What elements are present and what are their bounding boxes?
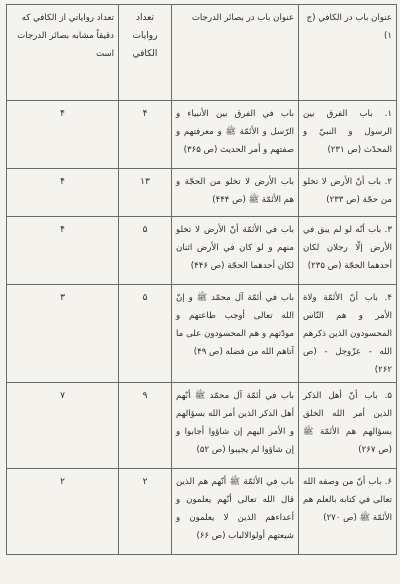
basair-chapter-cell: باب في الأئمّة أنّ الأرض لا تخلو منهم و لو كان في الأرض اثنان لكان أحدهما الحجّة (ص ۴۴۶) <box>172 217 299 285</box>
similar-count-cell: ۴ <box>7 169 119 217</box>
kafi-count-cell: ۴ <box>119 101 172 169</box>
kafi-chapter-cell: ۴. باب أنّ الأئمّة ولاة الأمر و هم النّاس المحسودون الذين ذكرهم الله - عزّوجل - (ص ۲۶۲) <box>299 285 397 383</box>
similar-count-cell: ۳ <box>7 285 119 383</box>
header-kafi-chapter: عنوان باب در الكافي (ج ۱) <box>299 5 397 101</box>
kafi-count-cell: ۱۳ <box>119 169 172 217</box>
basair-chapter-cell: باب في أئمّة آل محمّد ﷺ أنّهم أهل الذكر الذين أمر الله بسؤالهم و الأمر اليهم إن شاؤوا أجابوا و إن شاؤوا لم يجيبوا (ص ۵۲) <box>172 383 299 469</box>
table-row <box>7 217 397 285</box>
kafi-chapter-cell: ۶. باب أنّ من وصفه الله تعالى في كتابه بالعلم هم الأئمّة ﷺ (ص ۲۷۰) <box>299 469 397 555</box>
table-row <box>7 469 397 555</box>
table-row <box>7 383 397 469</box>
table-row <box>7 169 397 217</box>
header-similar-count: تعداد رواياتي از الكافي كه دقيقاً مشابه بصائر الدرجات است <box>7 5 119 101</box>
header-row <box>7 5 397 101</box>
header-kafi-count: تعداد روايات الكافي <box>119 5 172 101</box>
basair-chapter-cell: باب في الأئمّة ﷺ أنّهم هم الذين قال الله تعالى أنّهم يعلمون و أعداءهم الذين لا يعلمون و شيعتهم أولوالالباب (ص ۶۶) <box>172 469 299 555</box>
basair-chapter-cell: باب في الفرق بين الأنبياء و الرّسل و الأئمّة ﷺ و معرفتهم و صفتهم و أمر الحديث (ص ۳۶۵) <box>172 101 299 169</box>
basair-chapter-cell: باب في أئمّة آل محمّد ﷺ و إنّ الله تعالى أوجب طاعتهم و مودّتهم و هم المحسودون على ما آتاهم الله من فضله (ص ۴۹) <box>172 285 299 383</box>
kafi-chapter-cell: ۳. باب أنّه لو لم يبق في الأرض إلّا رجلان لكان أحدهما الحجّة (ص ۲۳۵) <box>299 217 397 285</box>
kafi-count-cell: ۵ <box>119 285 172 383</box>
table-row <box>7 101 397 169</box>
kafi-chapter-cell: ۲. باب أنّ الأرض لا تخلو من حجّة (ص ۲۳۳) <box>299 169 397 217</box>
similar-count-cell: ۴ <box>7 217 119 285</box>
kafi-chapter-cell: ۱. باب الفرق بين الرسول و النبيّ و المحدّث (ص ۲۳۱) <box>299 101 397 169</box>
header-basair-chapter: عنوان باب در بصائر الدرجات <box>172 5 299 101</box>
comparison-table <box>6 4 397 555</box>
similar-count-cell: ۷ <box>7 383 119 469</box>
kafi-chapter-cell: ۵. باب أنّ أهل الذكر الذين أمر الله الخلق بسؤالهم هم الأئمّة ﷺ (ص ۲۶۷) <box>299 383 397 469</box>
similar-count-cell: ۴ <box>7 101 119 169</box>
kafi-count-cell: ۹ <box>119 383 172 469</box>
table-row <box>7 285 397 383</box>
basair-chapter-cell: باب الأرض لا تخلو من الحجّة و هم الأئمّة ﷺ (ص ۴۴۴) <box>172 169 299 217</box>
kafi-count-cell: ۲ <box>119 469 172 555</box>
similar-count-cell: ۲ <box>7 469 119 555</box>
kafi-count-cell: ۵ <box>119 217 172 285</box>
